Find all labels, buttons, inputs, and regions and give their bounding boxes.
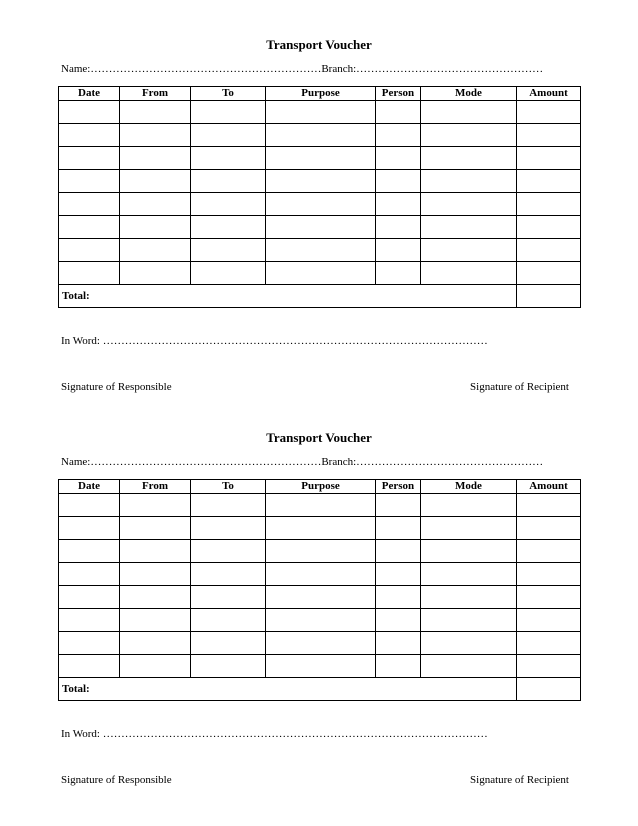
table-cell[interactable] bbox=[421, 101, 517, 124]
table-row bbox=[59, 216, 581, 239]
table-cell[interactable] bbox=[120, 494, 191, 517]
table-cell[interactable] bbox=[191, 655, 266, 678]
total-amount-cell[interactable] bbox=[517, 678, 581, 701]
column-header-mode: Mode bbox=[421, 480, 517, 494]
table-cell[interactable] bbox=[517, 262, 581, 285]
table-cell[interactable] bbox=[120, 193, 191, 216]
table-cell[interactable] bbox=[517, 170, 581, 193]
name-field[interactable]: ……………………………………………………… bbox=[90, 456, 322, 468]
table-cell[interactable] bbox=[191, 193, 266, 216]
table-cell[interactable] bbox=[421, 262, 517, 285]
total-row bbox=[59, 285, 581, 308]
table-cell[interactable] bbox=[421, 193, 517, 216]
table-row bbox=[59, 586, 581, 609]
table-cell[interactable] bbox=[517, 517, 581, 540]
table-row bbox=[59, 239, 581, 262]
table-cell[interactable] bbox=[59, 193, 120, 216]
table-row bbox=[59, 655, 581, 678]
table-cell[interactable] bbox=[59, 494, 120, 517]
table-cell[interactable] bbox=[376, 262, 421, 285]
table-cell[interactable] bbox=[266, 101, 376, 124]
table-cell[interactable] bbox=[191, 147, 266, 170]
table-cell[interactable] bbox=[120, 170, 191, 193]
table-cell[interactable] bbox=[376, 193, 421, 216]
table-row bbox=[59, 170, 581, 193]
column-header-date: Date bbox=[59, 480, 120, 494]
in-word-label: In Word: bbox=[61, 728, 100, 740]
table-cell[interactable] bbox=[421, 517, 517, 540]
table-cell[interactable] bbox=[120, 262, 191, 285]
table-cell[interactable] bbox=[421, 124, 517, 147]
table-cell[interactable] bbox=[266, 517, 376, 540]
table-cell[interactable] bbox=[266, 262, 376, 285]
table-cell[interactable] bbox=[517, 124, 581, 147]
table-cell[interactable] bbox=[421, 216, 517, 239]
table-cell[interactable] bbox=[421, 563, 517, 586]
table-header-row bbox=[59, 87, 581, 101]
table-cell[interactable] bbox=[59, 655, 120, 678]
voucher-title: Transport Voucher bbox=[266, 430, 372, 445]
table-row bbox=[59, 540, 581, 563]
table-cell[interactable] bbox=[120, 540, 191, 563]
table-cell[interactable] bbox=[421, 655, 517, 678]
table-cell[interactable] bbox=[376, 563, 421, 586]
total-label: Total: bbox=[59, 678, 517, 701]
table-row bbox=[59, 193, 581, 216]
table-cell[interactable] bbox=[120, 632, 191, 655]
table-cell[interactable] bbox=[120, 563, 191, 586]
table-cell[interactable] bbox=[376, 609, 421, 632]
total-label: Total: bbox=[59, 285, 517, 308]
table-cell[interactable] bbox=[266, 147, 376, 170]
table-cell[interactable] bbox=[59, 632, 120, 655]
table-cell[interactable] bbox=[120, 586, 191, 609]
column-header-amount: Amount bbox=[517, 87, 581, 101]
column-header-purpose: Purpose bbox=[266, 87, 376, 101]
table-row bbox=[59, 262, 581, 285]
table-cell[interactable] bbox=[376, 517, 421, 540]
table-cell[interactable] bbox=[376, 655, 421, 678]
table-row bbox=[59, 517, 581, 540]
name-label: Name: bbox=[61, 456, 91, 468]
table-cell[interactable] bbox=[59, 540, 120, 563]
table-cell[interactable] bbox=[266, 563, 376, 586]
table-cell[interactable] bbox=[120, 239, 191, 262]
table-cell[interactable] bbox=[421, 586, 517, 609]
table-cell[interactable] bbox=[59, 170, 120, 193]
table-cell[interactable] bbox=[191, 540, 266, 563]
table-row bbox=[59, 632, 581, 655]
table-cell[interactable] bbox=[191, 101, 266, 124]
table-cell[interactable] bbox=[376, 540, 421, 563]
table-cell[interactable] bbox=[266, 655, 376, 678]
table-cell[interactable] bbox=[376, 239, 421, 262]
table-cell[interactable] bbox=[517, 193, 581, 216]
column-header-mode: Mode bbox=[421, 87, 517, 101]
table-cell[interactable] bbox=[421, 170, 517, 193]
signature-recipient: Signature of Recipient bbox=[470, 381, 569, 393]
table-cell[interactable] bbox=[266, 632, 376, 655]
signature-responsible: Signature of Responsible bbox=[61, 774, 172, 786]
table-cell[interactable] bbox=[120, 101, 191, 124]
table-cell[interactable] bbox=[421, 540, 517, 563]
table-cell[interactable] bbox=[517, 540, 581, 563]
column-header-amount: Amount bbox=[517, 480, 581, 494]
table-cell[interactable] bbox=[266, 494, 376, 517]
table-cell[interactable] bbox=[376, 170, 421, 193]
table-cell[interactable] bbox=[191, 262, 266, 285]
table-cell[interactable] bbox=[59, 216, 120, 239]
table-cell[interactable] bbox=[191, 170, 266, 193]
column-header-to: To bbox=[191, 480, 266, 494]
table-cell[interactable] bbox=[517, 101, 581, 124]
table-cell[interactable] bbox=[376, 124, 421, 147]
table-cell[interactable] bbox=[59, 101, 120, 124]
branch-label: Branch: bbox=[321, 456, 357, 468]
column-header-purpose: Purpose bbox=[266, 480, 376, 494]
in-word-field[interactable]: …………………………………………………………………………………………… bbox=[102, 728, 488, 740]
table-cell[interactable] bbox=[421, 632, 517, 655]
name-label: Name: bbox=[61, 63, 91, 75]
table-cell[interactable] bbox=[191, 124, 266, 147]
column-header-from: From bbox=[120, 480, 191, 494]
table-cell[interactable] bbox=[191, 239, 266, 262]
column-header-date: Date bbox=[59, 87, 120, 101]
branch-field[interactable]: …………………………………………… bbox=[356, 456, 544, 468]
table-row bbox=[59, 124, 581, 147]
table-cell[interactable] bbox=[191, 586, 266, 609]
table-cell[interactable] bbox=[59, 517, 120, 540]
total-row bbox=[59, 678, 581, 701]
table-cell[interactable] bbox=[120, 517, 191, 540]
table-cell[interactable] bbox=[421, 147, 517, 170]
table-cell[interactable] bbox=[376, 216, 421, 239]
signature-recipient: Signature of Recipient bbox=[470, 774, 569, 786]
table-row bbox=[59, 563, 581, 586]
table-cell[interactable] bbox=[59, 262, 120, 285]
table-cell[interactable] bbox=[191, 517, 266, 540]
column-header-person: Person bbox=[376, 87, 421, 101]
in-word-field[interactable]: …………………………………………………………………………………………… bbox=[102, 335, 488, 347]
branch-field[interactable]: …………………………………………… bbox=[356, 63, 544, 75]
column-header-to: To bbox=[191, 87, 266, 101]
table-cell[interactable] bbox=[421, 494, 517, 517]
name-branch-line bbox=[61, 455, 580, 469]
table-cell[interactable] bbox=[120, 609, 191, 632]
in-word-label: In Word: bbox=[61, 335, 100, 347]
table-cell[interactable] bbox=[59, 147, 120, 170]
table-cell[interactable] bbox=[266, 124, 376, 147]
table-cell[interactable] bbox=[120, 124, 191, 147]
table-cell[interactable] bbox=[59, 586, 120, 609]
table-cell[interactable] bbox=[517, 147, 581, 170]
table-row bbox=[59, 101, 581, 124]
table-cell[interactable] bbox=[376, 494, 421, 517]
table-cell[interactable] bbox=[120, 655, 191, 678]
table-cell[interactable] bbox=[517, 609, 581, 632]
signature-responsible: Signature of Responsible bbox=[61, 381, 172, 393]
table-cell[interactable] bbox=[59, 239, 120, 262]
table-cell[interactable] bbox=[376, 147, 421, 170]
table-cell[interactable] bbox=[517, 216, 581, 239]
table-cell[interactable] bbox=[266, 540, 376, 563]
table-cell[interactable] bbox=[517, 632, 581, 655]
table-cell[interactable] bbox=[120, 216, 191, 239]
table-cell[interactable] bbox=[266, 609, 376, 632]
table-cell[interactable] bbox=[517, 494, 581, 517]
table-cell[interactable] bbox=[266, 239, 376, 262]
transport-table bbox=[58, 479, 581, 701]
table-cell[interactable] bbox=[517, 586, 581, 609]
table-cell[interactable] bbox=[517, 239, 581, 262]
table-row bbox=[59, 609, 581, 632]
table-cell[interactable] bbox=[191, 216, 266, 239]
branch-label: Branch: bbox=[321, 63, 357, 75]
table-cell[interactable] bbox=[421, 239, 517, 262]
name-branch-line bbox=[61, 62, 580, 76]
table-cell[interactable] bbox=[376, 101, 421, 124]
in-word-line bbox=[61, 334, 580, 348]
table-cell[interactable] bbox=[191, 563, 266, 586]
table-row bbox=[59, 147, 581, 170]
table-cell[interactable] bbox=[376, 586, 421, 609]
table-cell[interactable] bbox=[517, 655, 581, 678]
table-header-row bbox=[59, 480, 581, 494]
table-cell[interactable] bbox=[120, 147, 191, 170]
table-cell[interactable] bbox=[59, 609, 120, 632]
table-cell[interactable] bbox=[191, 609, 266, 632]
in-word-line bbox=[61, 727, 580, 741]
table-cell[interactable] bbox=[421, 609, 517, 632]
column-header-person: Person bbox=[376, 480, 421, 494]
transport-table bbox=[58, 86, 581, 308]
table-cell[interactable] bbox=[266, 193, 376, 216]
table-cell[interactable] bbox=[266, 216, 376, 239]
voucher-title: Transport Voucher bbox=[266, 37, 372, 52]
table-cell[interactable] bbox=[266, 586, 376, 609]
table-cell[interactable] bbox=[376, 632, 421, 655]
table-cell[interactable] bbox=[59, 124, 120, 147]
table-cell[interactable] bbox=[191, 494, 266, 517]
table-row bbox=[59, 494, 581, 517]
total-amount-cell[interactable] bbox=[517, 285, 581, 308]
table-cell[interactable] bbox=[59, 563, 120, 586]
table-cell[interactable] bbox=[266, 170, 376, 193]
column-header-from: From bbox=[120, 87, 191, 101]
name-field[interactable]: ……………………………………………………… bbox=[90, 63, 322, 75]
table-cell[interactable] bbox=[191, 632, 266, 655]
table-cell[interactable] bbox=[517, 563, 581, 586]
